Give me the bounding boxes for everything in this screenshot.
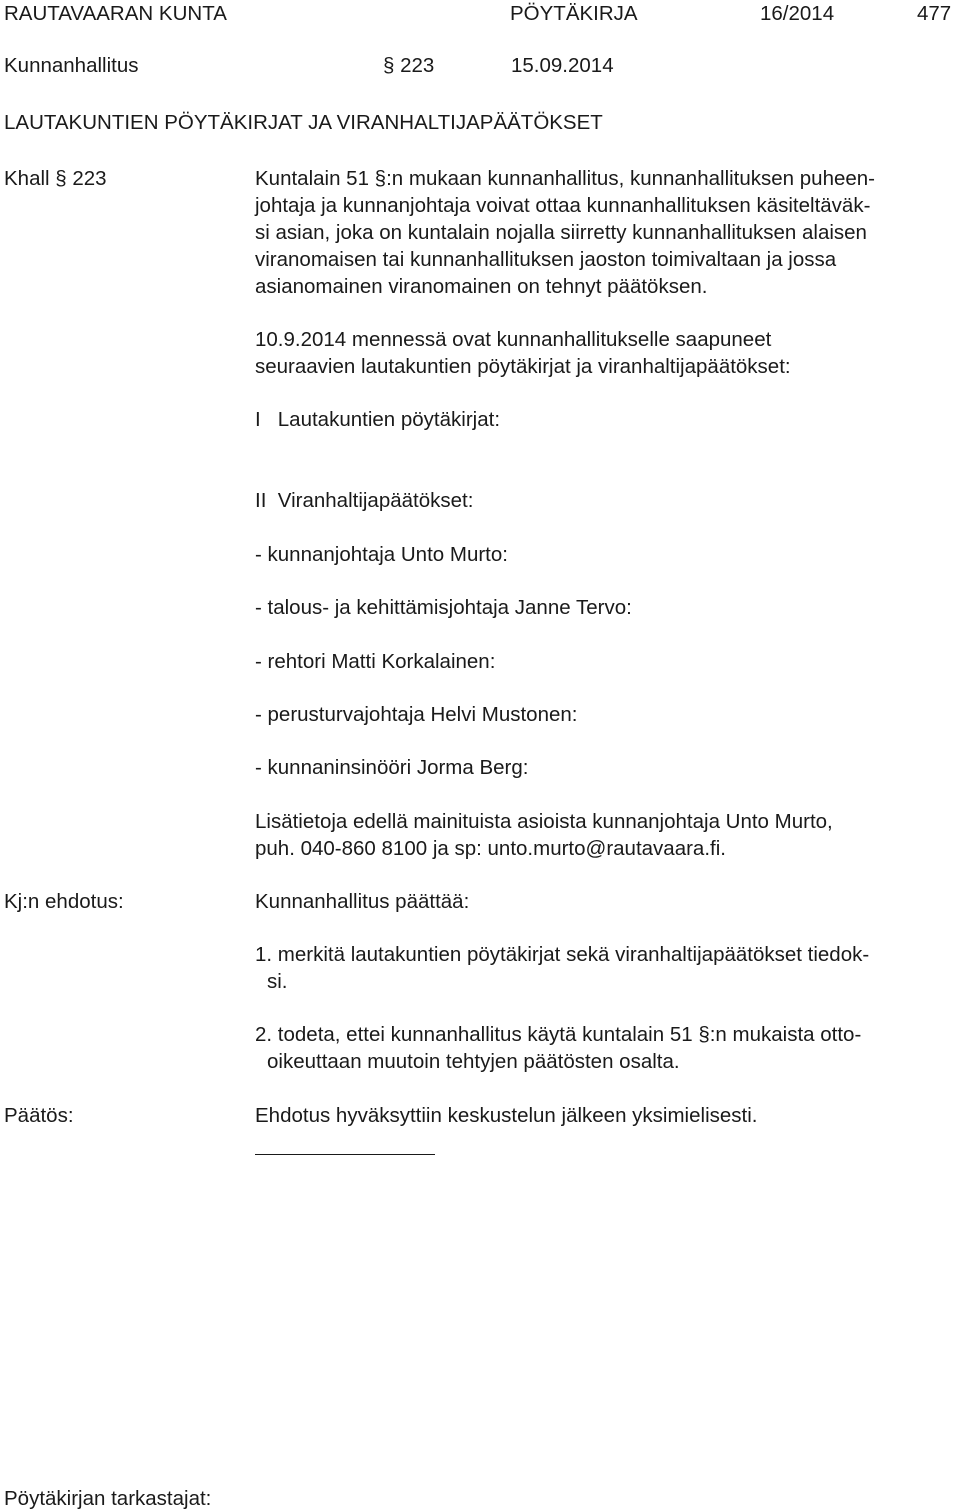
proposal-item-line: 1. merkitä lautakuntien pöytäkirjat sekä viranhaltijapäätökset tiedok- bbox=[255, 943, 870, 966]
intro-paragraph bbox=[255, 165, 955, 300]
decision-text: Ehdotus hyväksyttiin keskustelun jälkeen yksimielisesti. bbox=[255, 1104, 758, 1127]
section-reference: Khall § 223 bbox=[4, 167, 107, 190]
intro-line: asianomainen viranomainen on tehnyt päätöksen. bbox=[255, 275, 708, 298]
page-title: LAUTAKUNTIEN PÖYTÄKIRJAT JA VIRANHALTIJAPÄÄTÖKSET bbox=[4, 111, 603, 134]
meeting-date: 15.09.2014 bbox=[511, 54, 614, 77]
municipality-name: RAUTAVAARAN KUNTA bbox=[4, 2, 227, 25]
official-item: - rehtori Matti Korkalainen: bbox=[255, 650, 496, 673]
proposal-item-line: si. bbox=[267, 970, 288, 993]
received-line: 10.9.2014 mennessä ovat kunnanhallitukselle saapuneet bbox=[255, 328, 772, 351]
official-item: - talous- ja kehittämisjohtaja Janne Tervo: bbox=[255, 596, 632, 619]
intro-line: si asian, joka on kuntalain nojalla siirretty kunnanhallituksen alaisen bbox=[255, 221, 867, 244]
contact-paragraph bbox=[255, 808, 955, 862]
intro-line: viranomaisen tai kunnanhallituksen jaoston toimivaltaan ja jossa bbox=[255, 248, 837, 271]
proposal-item-line: oikeuttaan muutoin tehtyjen päätösten osalta. bbox=[267, 1050, 680, 1073]
official-item: - perusturvajohtaja Helvi Mustonen: bbox=[255, 703, 578, 726]
contact-line: Lisätietoja edellä mainituista asioista kunnanjohtaja Unto Murto, bbox=[255, 810, 833, 833]
proposal-item-1 bbox=[255, 941, 955, 995]
section-number: § 223 bbox=[383, 54, 435, 77]
received-line: seuraavien lautakuntien pöytäkirjat ja viranhaltijapäätökset: bbox=[255, 355, 791, 378]
proposal-item-line: 2. todeta, ettei kunnanhallitus käytä kuntalain 51 §:n mukaista otto- bbox=[255, 1023, 862, 1046]
official-item: - kunnanjohtaja Unto Murto: bbox=[255, 543, 508, 566]
section-ii-heading: II Viranhaltijapäätökset: bbox=[255, 489, 474, 512]
decision-label: Päätös: bbox=[4, 1104, 74, 1127]
page-number: 477 bbox=[917, 2, 952, 25]
document-type: PÖYTÄKIRJA bbox=[510, 2, 638, 25]
proposal-item-2 bbox=[255, 1021, 955, 1075]
body-name: Kunnanhallitus bbox=[4, 54, 139, 77]
section-divider bbox=[255, 1154, 435, 1155]
footer-reviewers-label: Pöytäkirjan tarkastajat: bbox=[4, 1487, 212, 1510]
intro-line: Kuntalain 51 §:n mukaan kunnanhallitus, kunnanhallituksen puheen- bbox=[255, 167, 876, 190]
proposal-label: Kj:n ehdotus: bbox=[4, 890, 124, 913]
proposal-heading: Kunnanhallitus päättää: bbox=[255, 890, 470, 913]
intro-line: johtaja ja kunnanjohtaja voivat ottaa kunnanhallituksen käsiteltäväk- bbox=[255, 194, 871, 217]
official-item: - kunnaninsinööri Jorma Berg: bbox=[255, 756, 529, 779]
document-number: 16/2014 bbox=[760, 2, 835, 25]
received-paragraph bbox=[255, 326, 955, 380]
section-i-heading: I Lautakuntien pöytäkirjat: bbox=[255, 408, 501, 431]
contact-line: puh. 040-860 8100 ja sp: unto.murto@rautavaara.fi. bbox=[255, 837, 726, 860]
